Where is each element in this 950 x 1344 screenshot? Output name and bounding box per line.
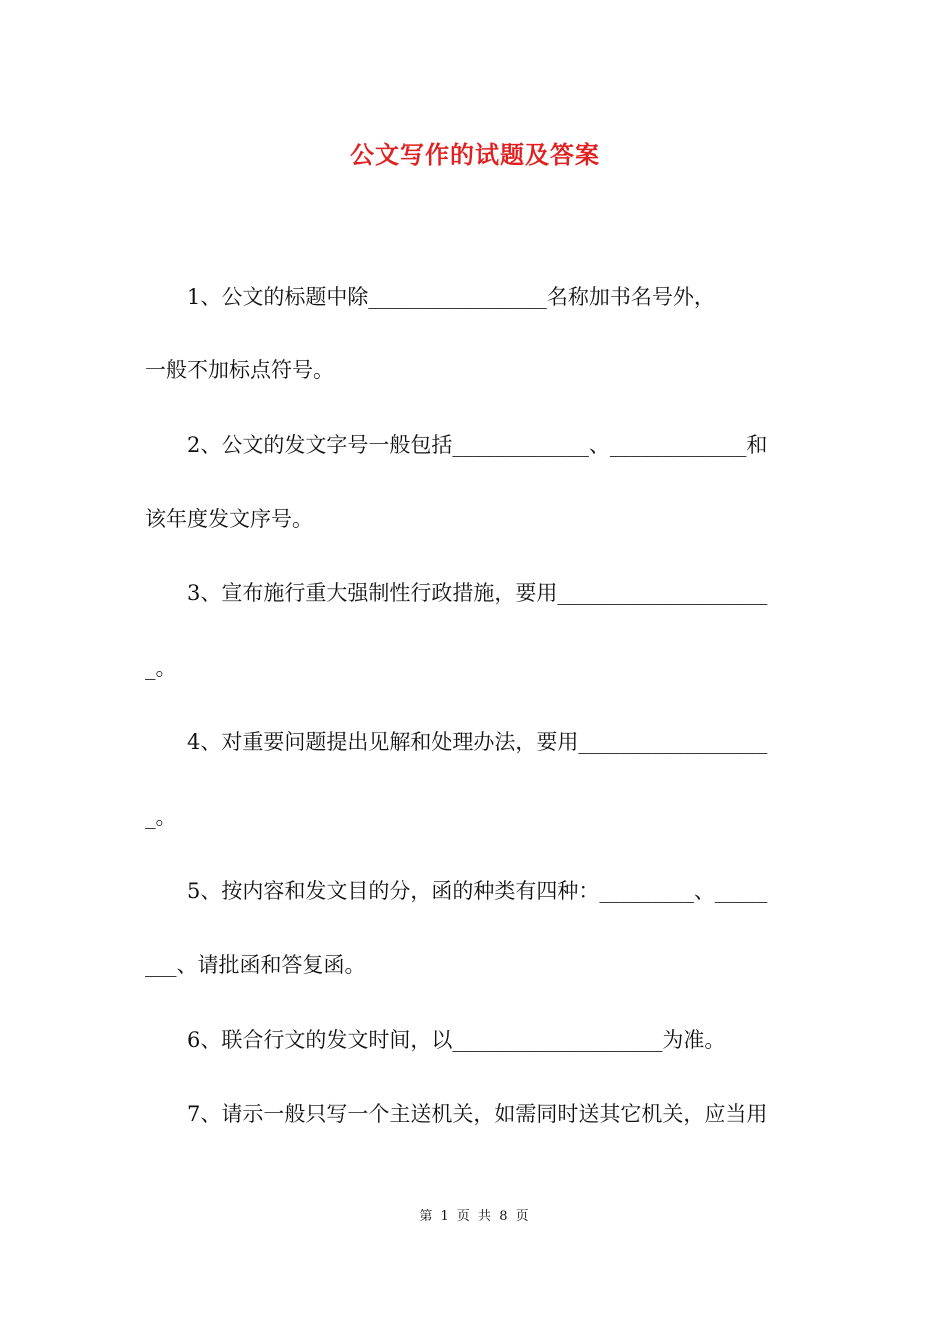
body-line-7: 4、对重要问题提出见解和处理办法，要用__________________ <box>145 730 768 754</box>
body-line-5: 3、宣布施行重大强制性行政措施，要用____________________ <box>145 581 768 605</box>
body-line-11: 6、联合行文的发文时间，以____________________为准。 <box>145 1028 726 1052</box>
body-line-3: 2、公文的发文字号一般包括_____________、_____________和 <box>145 433 768 457</box>
page-number-footer: 第 1 页 共 8 页 <box>419 1209 531 1224</box>
body-line-6: _。 <box>145 656 177 680</box>
body-line-4: 该年度发文序号。 <box>145 507 313 531</box>
body-line-1: 1、公文的标题中除_________________名称加书名号外， <box>145 285 715 309</box>
body-line-8: _。 <box>145 805 177 829</box>
body-line-12: 7、请示一般只写一个主送机关，如需同时送其它机关，应当用 <box>145 1102 768 1126</box>
body-line-2: 一般不加标点符号。 <box>145 358 334 382</box>
body-line-10: ___、请批函和答复函。 <box>145 953 366 977</box>
document-title: 公文写作的试题及答案 <box>350 140 600 169</box>
body-line-9: 5、按内容和发文目的分，函的种类有四种：_________、_____ <box>145 879 768 903</box>
